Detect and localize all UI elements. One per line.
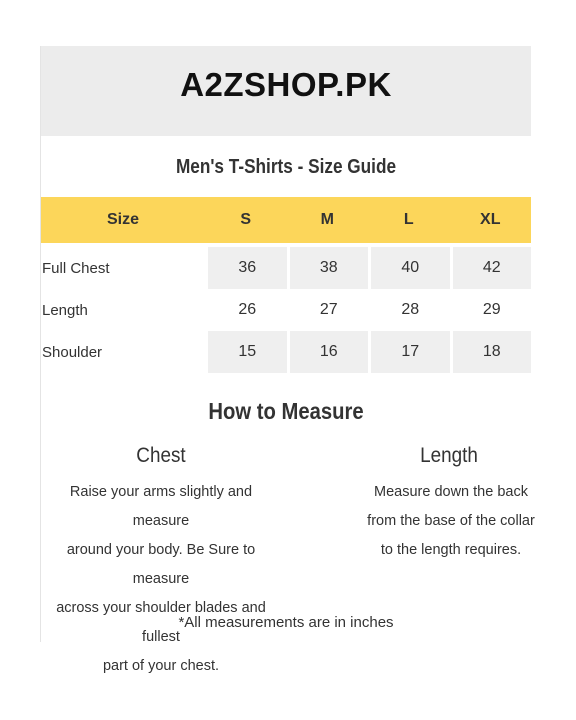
table-cell: 15 [205,331,287,373]
table-cell: 29 [450,289,532,331]
brand-title: A2ZSHOP.PK [180,66,392,103]
chest-heading: Chest [136,444,186,467]
length-heading: Length [420,444,478,467]
row-label: Shoulder [41,331,205,373]
size-header-s: S [205,197,287,243]
row-label: Length [41,289,205,331]
chest-instructions [41,478,281,681]
size-header-label: Size [41,197,205,243]
table-cell: 42 [450,247,532,289]
instruction-line: to the length requires. [380,542,522,558]
table-cell: 17 [368,331,450,373]
size-guide-card [40,46,535,674]
size-table [41,197,531,373]
instruction-line: Raise your arms slightly and measure [69,484,253,529]
table-cell: 36 [205,247,287,289]
table-cell: 40 [368,247,450,289]
length-instructions [366,478,536,565]
table-cell: 18 [450,331,532,373]
table-row-shoulder [41,331,531,373]
instruction-line: across your shoulder blades and fullest [56,600,266,645]
how-to-measure-title: How to Measure [208,398,364,424]
table-cell: 38 [287,247,369,289]
size-header-row [41,197,531,243]
size-header-l: L [368,197,450,243]
size-header-m: M [287,197,369,243]
instruction-line: part of your chest. [102,658,220,674]
instruction-line: from the base of the collar [367,513,535,529]
table-row-length [41,289,531,331]
row-label: Full Chest [41,247,205,289]
size-header-xl: XL [450,197,532,243]
size-guide-title: Men's T-Shirts - Size Guide [175,156,397,178]
measurement-note: *All measurements are in inches [178,614,394,631]
table-cell: 27 [287,289,369,331]
table-cell: 16 [287,331,369,373]
table-cell: 26 [205,289,287,331]
instruction-line: Measure down the back [374,484,528,500]
table-cell: 28 [368,289,450,331]
brand-banner [41,46,531,136]
table-row-full-chest [41,247,531,289]
instruction-line: around your body. Be Sure to measure [66,542,256,587]
